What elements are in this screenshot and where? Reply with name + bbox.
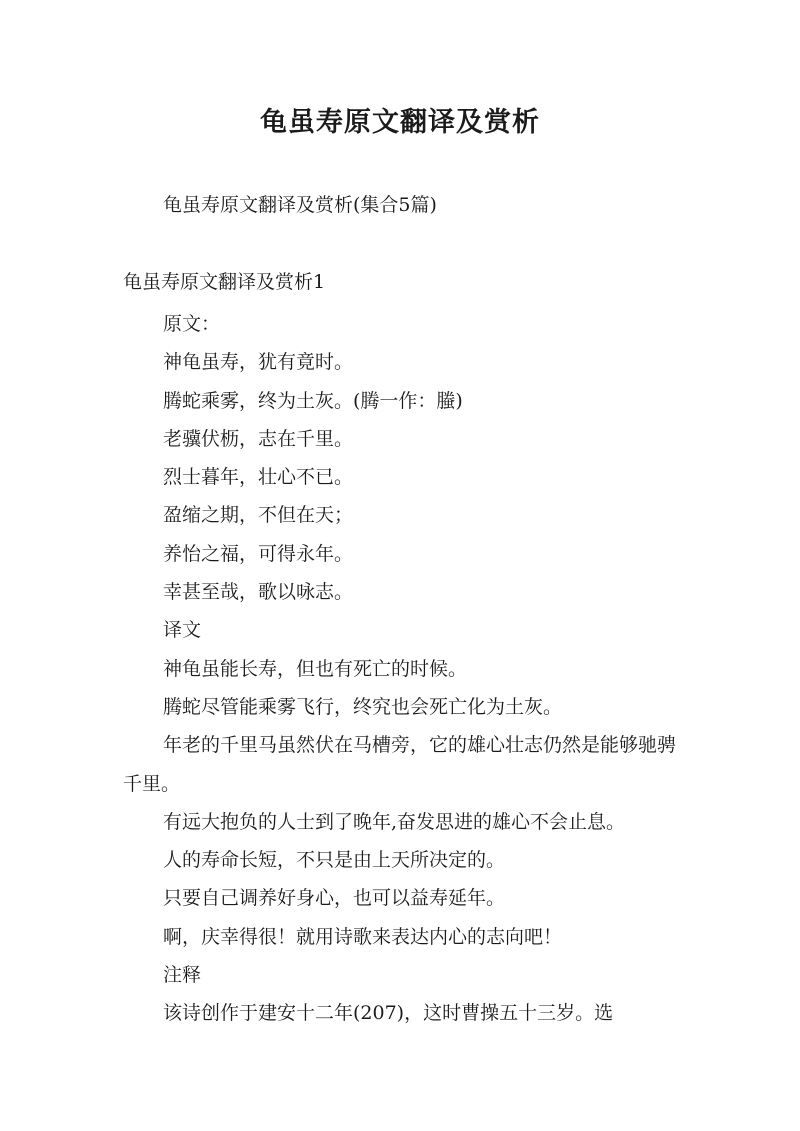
poem-line-2: 腾蛇乘雾，终为土灰。(腾一作：螣)	[163, 389, 463, 412]
document-body	[123, 305, 683, 1033]
translation-line-1: 神龟虽能长寿，但也有死亡的时候。	[163, 657, 468, 680]
poem-line-7: 幸甚至哉，歌以咏志。	[163, 581, 354, 604]
paragraph-translation-label: 译文	[163, 619, 202, 642]
section-heading: 龟虽寿原文翻译及赏析1	[123, 271, 326, 293]
poem-line-5: 盈缩之期，不但在天；	[163, 504, 354, 527]
notes-line-1: 该诗创作于建安十二年(207)，这时曹操五十三岁。选	[163, 1002, 614, 1025]
poem-line-1: 神龟虽寿，犹有竟时。	[163, 351, 354, 374]
translation-line-2: 腾蛇尽管能乘雾飞行，终究也会死亡化为土灰。	[163, 695, 563, 718]
document-title: 龟虽寿原文翻译及赏析	[260, 107, 540, 138]
translation-line-6: 只要自己调养好身心，也可以益寿延年。	[163, 887, 506, 910]
poem-line-6: 养怡之福，可得永年。	[163, 542, 354, 565]
translation-line-5: 人的寿命长短，不只是由上天所决定的。	[163, 849, 506, 872]
poem-line-3: 老骥伏枥，志在千里。	[163, 427, 354, 450]
translation-line-7: 啊，庆幸得很！就用诗歌来表达内心的志向吧！	[163, 925, 563, 948]
document-subtitle: 龟虽寿原文翻译及赏析(集合5篇)	[163, 194, 437, 216]
translation-line-4: 有远大抱负的人士到了晚年,奋发思进的雄心不会止息。	[163, 810, 626, 833]
poem-line-4: 烈士暮年，壮心不已。	[163, 466, 354, 489]
paragraph-original-label: 原文：	[163, 313, 221, 335]
translation-line-3: 年老的千里马虽然伏在马槽旁，它的雄心壮志仍然是能够驰骋千里。	[123, 734, 677, 795]
paragraph-notes-label: 注释	[163, 964, 202, 987]
